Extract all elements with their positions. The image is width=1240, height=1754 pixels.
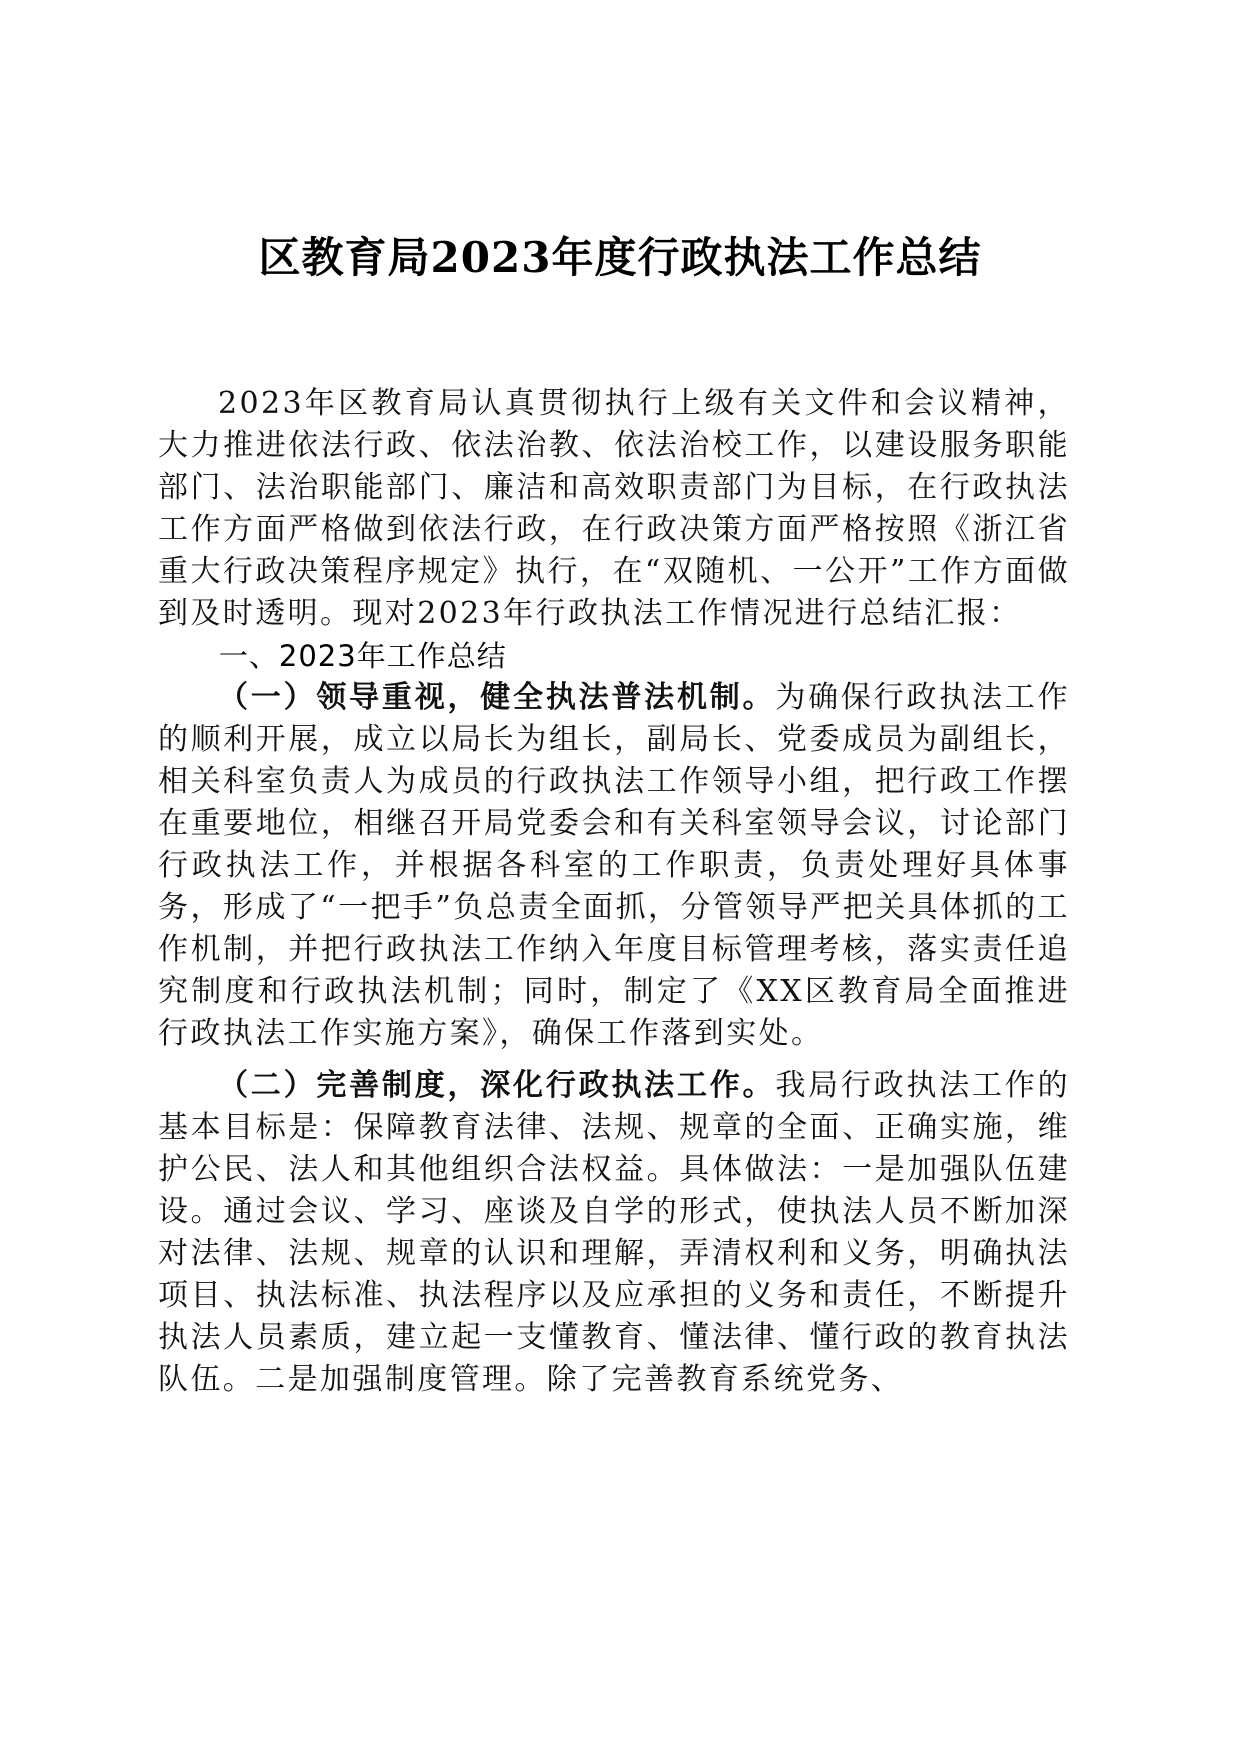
intro-paragraph: 2023年区教育局认真贯彻执行上级有关文件和会议精神，大力推进依法行政、依法治教、依法治校工作，以建设服务职能部门、法治职能部门、廉洁和高效职责部门为目标，在行政执法工作方面严格做到依法行政，在行政决策方面严格按照《浙江省重大行政决策程序规定》执行，在“双随机、一公开”工作方面做到及时透明。现对2023年行政执法工作情况进行总结汇报： <box>158 386 1070 631</box>
subsection-leadership-paragraph <box>158 677 1070 1055</box>
subsection-leadership-heading: （一）领导重视，健全执法普法机制。 <box>218 680 776 715</box>
subsection-system-paragraph <box>158 1065 1070 1401</box>
subsection-system-text: 我局行政执法工作的基本目标是：保障教育法律、法规、规章的全面、正确实施，维护公民、法人和其他组织合法权益。具体做法：一是加强队伍建设。通过会议、学习、座谈及自学的形式，使执法人员不断加深对法律、法规、规章的认识和理解，弄清权利和义务，明确执法项目、执法标准、执法程序以及应承担的义务和责任，不断提升执法人员素质，建立起一支懂教育、懂法律、懂行政的教育执法队伍。二是加强制度管理。除了完善教育系统党务、 <box>158 1068 1070 1397</box>
section-heading-work-summary: 一、2023年工作总结 <box>218 639 507 673</box>
document-body <box>158 383 1070 1401</box>
subsection-system-heading: （二）完善制度，深化行政执法工作。 <box>218 1068 776 1103</box>
document-title: 区教育局2023年度行政执法工作总结 <box>258 233 982 282</box>
subsection-leadership-text: 为确保行政执法工作的顺利开展，成立以局长为组长，副局长、党委成员为副组长，相关科室负责人为成员的行政执法工作领导小组，把行政工作摆在重要地位，相继召开局党委会和有关科室领导会议，讨论部门行政执法工作，并根据各科室的工作职责，负责处理好具体事务，形成了“一把手”负总责全面抓，分管领导严把关具体抓的工作机制，并把行政执法工作纳入年度目标管理考核，落实责任追究制度和行政执法机制；同时，制定了《XX区教育局全面推进行政执法工作实施方案》，确保工作落到实处。 <box>158 680 1070 1051</box>
